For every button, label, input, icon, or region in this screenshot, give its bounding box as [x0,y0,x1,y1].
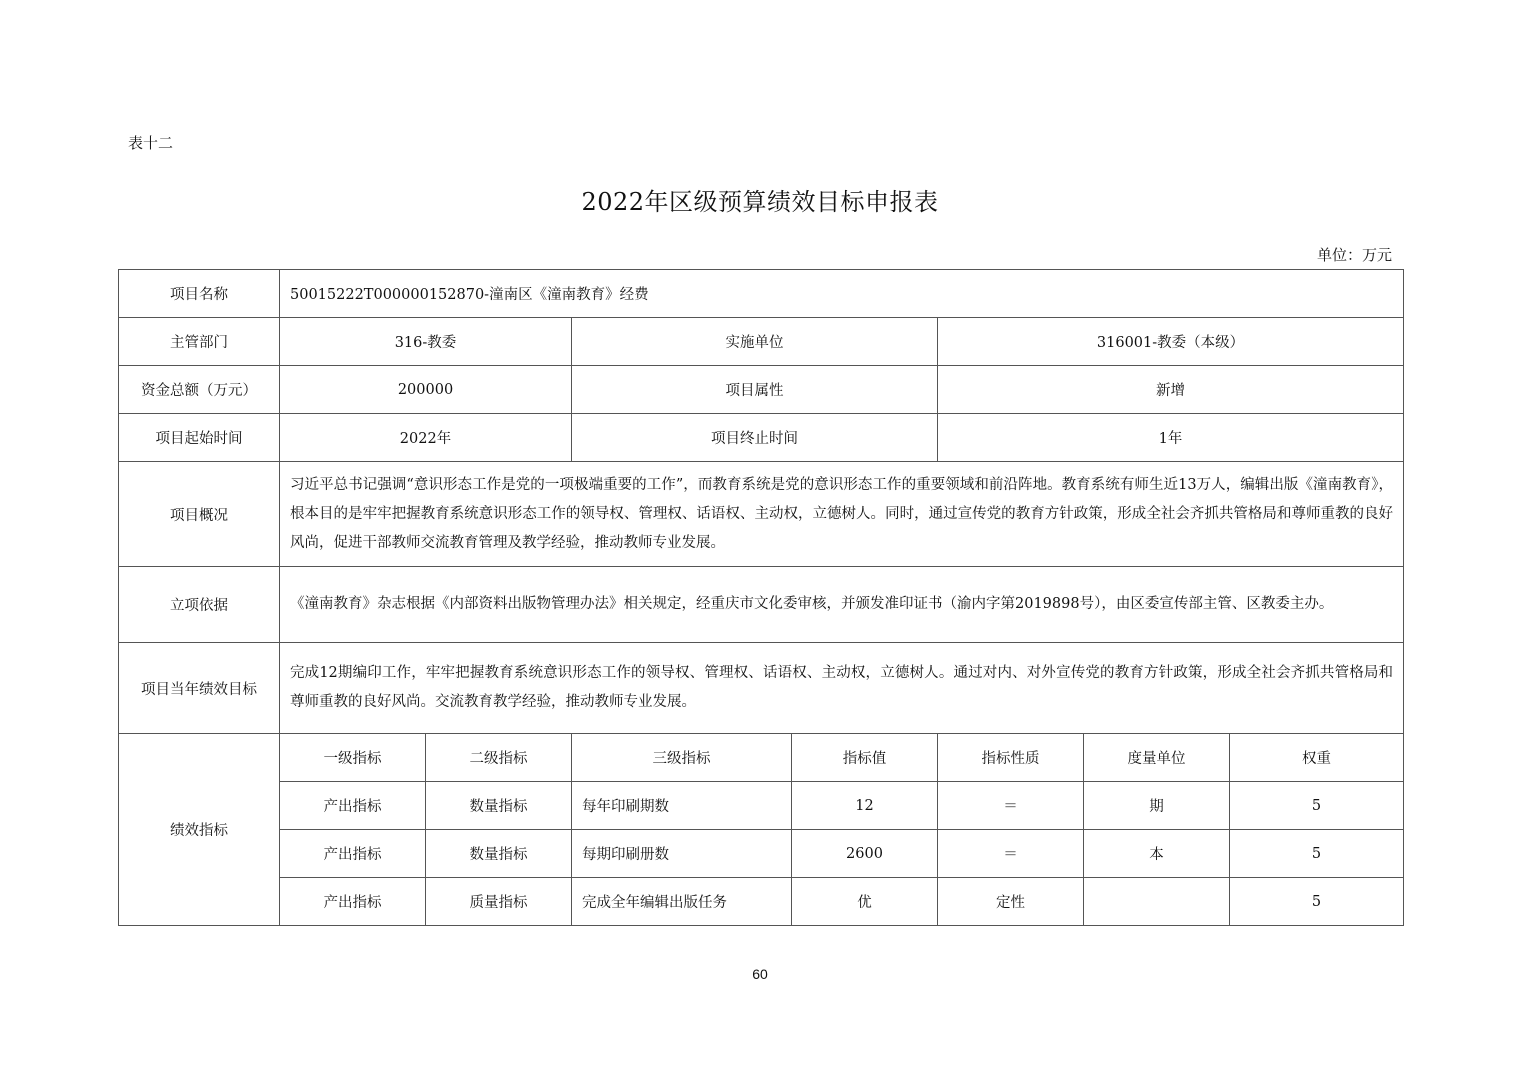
table-cell: ＝ [938,782,1084,830]
overview-text: 习近平总书记强调“意识形态工作是党的一项极端重要的工作”，而教育系统是党的意识形态工作的重要领域和前沿阵地。教育系统有师生近13万人，编辑出版《潼南教育》，根本目的是牢牢把握教育系统意识形态工作的领导权、管理权、话语权、主动权，立德树人。同时，通过宣传党的教育方针政策，形成全社会齐抓共管格局和尊师重教的良好风尚，促进干部教师交流教育管理及教学经验，推动教师专业发展。 [280,462,1404,567]
fund-value: 200000 [280,366,572,414]
table-cell: 期 [1084,782,1230,830]
table-cell: 数量指标 [426,782,572,830]
table-cell: 质量指标 [426,878,572,926]
impl-label: 实施单位 [572,318,938,366]
table-cell: 2600 [792,830,938,878]
indicator-row [119,830,1404,878]
table-cell: 优 [792,878,938,926]
header-cell: 指标性质 [938,734,1084,782]
row-fund [119,366,1404,414]
table-cell: 本 [1084,830,1230,878]
overview-label: 项目概况 [119,462,280,567]
goal-label: 项目当年绩效目标 [119,643,280,734]
header-cell: 权重 [1230,734,1404,782]
header-cell: 三级指标 [572,734,792,782]
table-number: 表十二 [128,134,174,152]
end-label: 项目终止时间 [572,414,938,462]
row-basis [119,567,1404,643]
end-value: 1年 [938,414,1404,462]
table-cell: 12 [792,782,938,830]
project-name-label: 项目名称 [119,270,280,318]
header-cell: 指标值 [792,734,938,782]
indicator-row [119,878,1404,926]
table-cell: 产出指标 [280,830,426,878]
row-time [119,414,1404,462]
table-cell: 每年印刷期数 [572,782,792,830]
table-cell: 定性 [938,878,1084,926]
table-cell: 完成全年编辑出版任务 [572,878,792,926]
table-cell: 数量指标 [426,830,572,878]
header-cell: 一级指标 [280,734,426,782]
start-label: 项目起始时间 [119,414,280,462]
table-cell: 产出指标 [280,878,426,926]
impl-value: 316001-教委（本级） [938,318,1404,366]
page-number: 60 [752,966,768,982]
basis-text: 《潼南教育》杂志根据《内部资料出版物管理办法》相关规定，经重庆市文化委审核，并颁发准印证书（渝内字第2019898号），由区委宣传部主管、区教委主办。 [280,567,1404,643]
dept-label: 主管部门 [119,318,280,366]
basis-label: 立项依据 [119,567,280,643]
table-cell: 每期印刷册数 [572,830,792,878]
row-department [119,318,1404,366]
unit-label: 单位：万元 [1316,246,1392,264]
table-cell: 5 [1230,830,1404,878]
table-cell: ＝ [938,830,1084,878]
row-project-name [119,270,1404,318]
indicator-header-row [119,734,1404,782]
page-title: 2022年区级预算绩效目标申报表 [581,188,939,216]
goal-text: 完成12期编印工作，牢牢把握教育系统意识形态工作的领导权、管理权、话语权、主动权，立德树人。通过对内、对外宣传党的教育方针政策，形成全社会齐抓共管格局和尊师重教的良好风尚。交流教育教学经验，推动教师专业发展。 [280,643,1404,734]
start-value: 2022年 [280,414,572,462]
attr-label: 项目属性 [572,366,938,414]
row-overview [119,462,1404,567]
table-cell: 产出指标 [280,782,426,830]
project-name-value: 50015222T000000152870-潼南区《潼南教育》经费 [280,270,1404,318]
indicators-label: 绩效指标 [119,734,280,926]
header-cell: 二级指标 [426,734,572,782]
budget-target-table [118,269,1404,926]
attr-value: 新增 [938,366,1404,414]
table-cell: 5 [1230,878,1404,926]
table-cell: 5 [1230,782,1404,830]
row-goal [119,643,1404,734]
indicator-row [119,782,1404,830]
header-cell: 度量单位 [1084,734,1230,782]
table-cell [1084,878,1230,926]
fund-label: 资金总额（万元） [119,366,280,414]
dept-value: 316-教委 [280,318,572,366]
